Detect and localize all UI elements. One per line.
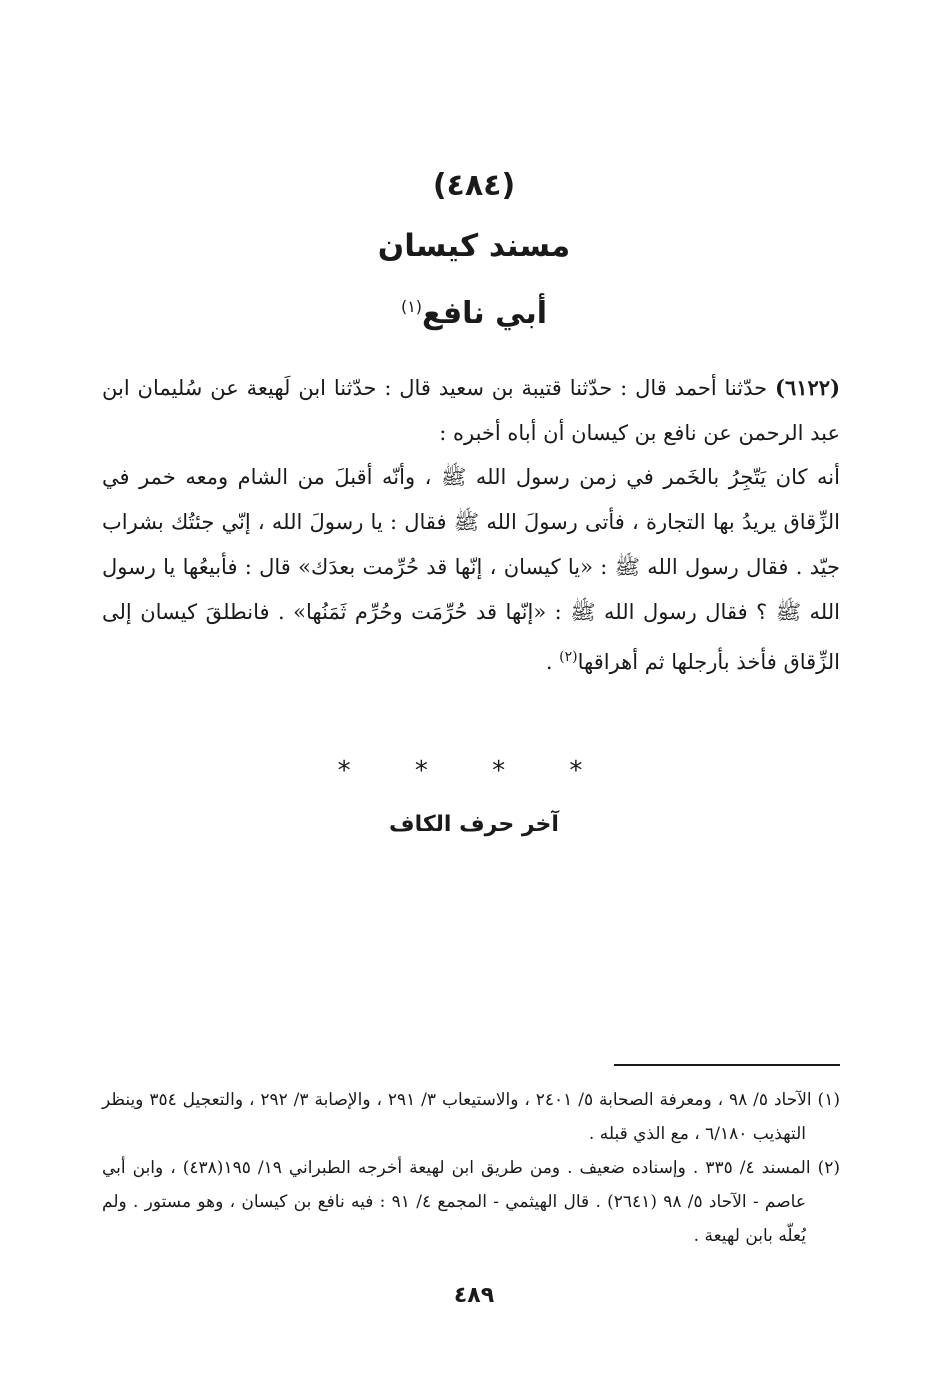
- footnote-1: (١) الآحاد ٥/ ٩٨ ، ومعرفة الصحابة ٥/ ٢٤٠١ ، والاستيعاب ٣/ ٢٩١ ، والإصابة ٣/ ٢٩٢ ، والتعجيل ٣٥٤ وينظر التهذيب ٦/١٨٠ ، مع الذي قبله .: [102, 1090, 840, 1144]
- page-number: ٤٨٩: [453, 1283, 495, 1308]
- isnad-text: حدّثنا أحمد قال : حدّثنا قتيبة بن سعيد قال : حدّثنا ابن لَهيعة عن سُليمان ابن عبد الرحمن عن نافع بن كيسان أن أباه أخبره :: [102, 376, 840, 445]
- footnote-marker-2: (٢): [559, 649, 578, 665]
- matn-end: .: [545, 650, 560, 674]
- hadith-isnad: [102, 365, 840, 456]
- footnote-marker-1: (١): [400, 297, 423, 316]
- footnote-2: (٢) المسند ٤/ ٣٣٥ . وإسناده ضعيف . ومن طريق ابن لهيعة أخرجه الطبراني ١٩/ ١٩٥(٤٣٨) ، وابن أبي عاصم - الآحاد ٥/ ٩٨ (٢٦٤١) . قال الهيثمي - المجمع ٤/ ٩١ : فيه نافع بن كيسان ، وهو مستور . ولم يُعلّه بابن لهيعة .: [102, 1158, 841, 1246]
- footnote-divider: [614, 1064, 840, 1066]
- matn-text: أنه كان يَتّجِرُ بالخَمر في زمن رسول الله ﷺ ، وأنّه أقبلَ من الشام ومعه خمر في الزِّقاق يريدُ بها التجارة ، فأتى رسولَ الله ﷺ فقال : يا رسولَ الله ، إنّي جئتُك بشراب جيّد . فقال رسول الله ﷺ : «يا كيسان ، إنّها قد حُرِّمت بعدَك» قال : فأبيعُها يا رسول الله ﷺ ؟ فقال رسول الله ﷺ : «إنّها قد حُرِّمَت وحُرِّم ثَمَنُها» . فانطلقَ كيسان إلى الزِّقاق فأخذ بأرجلها ثم أهراقها: [102, 465, 840, 674]
- section-separator: * * * *: [337, 756, 611, 786]
- hadith-matn: [102, 455, 840, 685]
- chapter-subtitle: [0, 296, 948, 331]
- hadith-number: (٦١٢٢): [775, 375, 840, 400]
- section-end-title: آخر حرف الكاف: [389, 812, 559, 837]
- chapter-number: (٤٨٤): [432, 168, 516, 203]
- footnotes: [102, 1083, 840, 1253]
- chapter-title: مسند كيسان: [377, 228, 571, 264]
- subtitle-text: أبي نافع: [422, 296, 548, 331]
